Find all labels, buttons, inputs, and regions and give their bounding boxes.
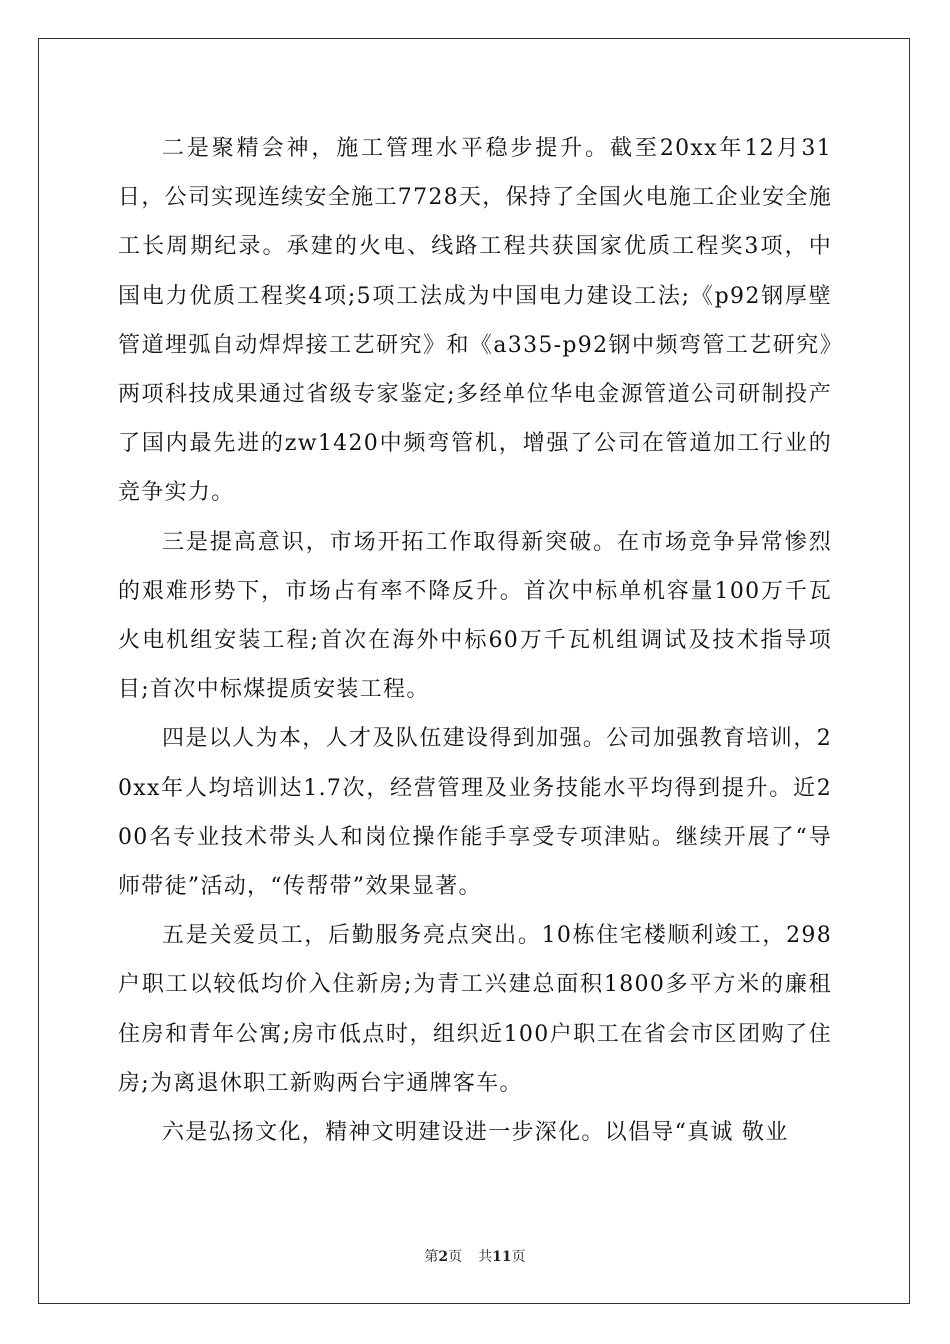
page-footer (0, 1246, 950, 1266)
page-number-suffix: 页 (448, 1249, 463, 1265)
paragraph-market-expansion: 三是提高意识，市场开拓工作取得新突破。在市场竞争异常惨烈的艰难形势下，市场占有率不降反升。首次中标单机容量100万千瓦火电机组安装工程;首次在海外中标60万千瓦机组调试及技术指导项目;首次中标煤提质安装工程。 (118, 529, 832, 703)
document-body (118, 124, 832, 1157)
total-pages-prefix: 共 (478, 1249, 493, 1265)
total-pages-number: 11 (492, 1249, 512, 1265)
page-number-prefix: 第 (424, 1249, 439, 1265)
paragraph-construction-management: 二是聚精会神，施工管理水平稳步提升。截至20xx年12月31日，公司实现连续安全施工7728天，保持了全国火电施工企业安全施工长周期纪录。承建的火电、线路工程共获国家优质工程奖3项，中国电力优质工程奖4项;5项工法成为中国电力建设工法;《p92钢厚壁管道埋弧自动焊焊接工艺研究》和《a335-p92钢中频弯管工艺研究》两项科技成果通过省级专家鉴定;多经单位华电金源管道公司研制投产了国内最先进的zw1420中频弯管机，增强了公司在管道加工行业的竞争实力。 (118, 136, 832, 506)
total-pages-suffix: 页 (511, 1249, 526, 1265)
current-page-number: 2 (438, 1249, 449, 1265)
paragraph-culture: 六是弘扬文化，精神文明建设进一步深化。以倡导“真诚 敬业 (162, 1120, 789, 1146)
paragraph-talent-team: 四是以人为本，人才及队伍建设得到加强。公司加强教育培训，20xx年人均培训达1.7次，经营管理及业务技能水平均得到提升。近200名专业技术带头人和岗位操作能手享受专项津贴。继续开展了“导师带徒”活动，“传帮带”效果显著。 (118, 726, 832, 900)
paragraph-employee-care: 五是关爱员工，后勤服务亮点突出。10栋住宅楼顺利竣工，298户职工以较低均价入住新房;为青工兴建总面积1800多平方米的廉租住房和青年公寓;房市低点时，组织近100户职工在省会市区团购了住房;为离退休职工新购两台宇通牌客车。 (118, 923, 832, 1096)
